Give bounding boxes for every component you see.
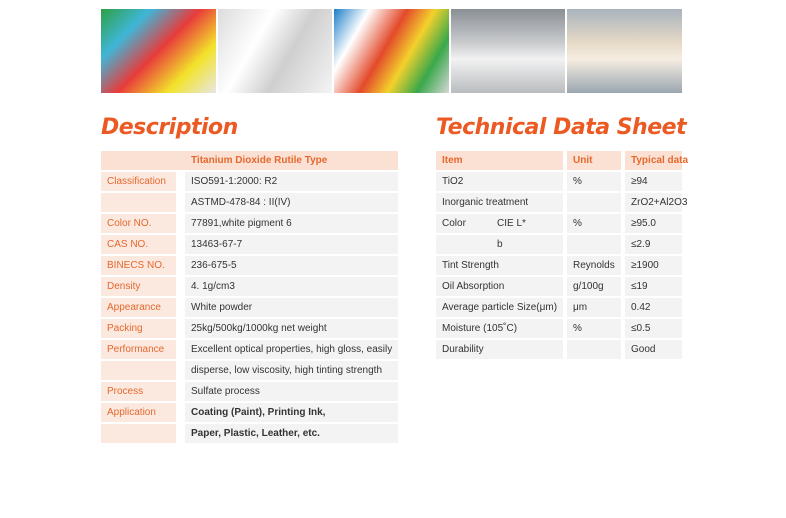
description-row-value: disperse, low viscosity, high tinting strength (185, 361, 398, 380)
tds-row-item (436, 235, 563, 254)
description-row (101, 319, 398, 338)
tds-row-item (436, 214, 563, 233)
plastic-pipes-image (567, 9, 682, 93)
description-row (101, 361, 398, 380)
description-row-value: 77891,white pigment 6 (185, 214, 398, 233)
description-row-value: 25kg/500kg/1000kg net weight (185, 319, 398, 338)
tds-row-value: ≥1900 (625, 256, 682, 275)
tds-row-item (436, 298, 563, 317)
description-row-label: Performance (101, 340, 176, 359)
tds-row-item (436, 340, 563, 359)
description-row (101, 403, 398, 422)
description-row-value: 13463-67-7 (185, 235, 398, 254)
paper-stack-image (218, 9, 333, 93)
description-row-value: ASTMD-478-84 : II(IV) (185, 193, 398, 212)
description-row (101, 193, 398, 212)
tds-row (436, 193, 688, 212)
description-row-label: CAS NO. (101, 235, 176, 254)
tds-row-item (436, 193, 563, 212)
header-blank (101, 151, 185, 170)
description-row-label: Appearance (101, 298, 176, 317)
tds-row-value: ≤2.9 (625, 235, 682, 254)
description-row-label: Color NO. (101, 214, 176, 233)
description-row (101, 172, 398, 191)
tds-row (436, 214, 682, 233)
tds-row (436, 340, 682, 359)
description-row-value: Coating (Paint), Printing Ink, (185, 403, 398, 422)
description-row-label: Density (101, 277, 176, 296)
description-row-value: 4. 1g/cm3 (185, 277, 398, 296)
tds-header-typical: Typical data (625, 151, 682, 170)
description-row-label: BINECS NO. (101, 256, 176, 275)
tds-row-unit: g/100g (567, 277, 621, 296)
tds-row-item (436, 319, 563, 338)
tds-row-value: ZrO2+Al2O3 (625, 193, 682, 212)
tds-row (436, 256, 682, 275)
tds-row-item-label: Inorganic treatment (442, 197, 529, 208)
description-row (101, 298, 398, 317)
banner-images (101, 9, 682, 93)
paint-tubes-image (334, 9, 449, 93)
tds-row-value: ≥94 (625, 172, 682, 191)
description-header-row (101, 151, 398, 170)
description-row-value: 236-675-5 (185, 256, 398, 275)
tds-row-item-label: Oil Absorption (442, 281, 505, 292)
tds-row (436, 172, 682, 191)
tds-row-unit: % (567, 319, 621, 338)
tds-row-item (436, 277, 563, 296)
tds-row (436, 319, 682, 338)
tds-row-item-label: Color (442, 218, 466, 229)
description-row (101, 214, 398, 233)
description-row-value: White powder (185, 298, 398, 317)
description-row-label (101, 424, 176, 443)
description-row-value: Paper, Plastic, Leather, etc. (185, 424, 398, 443)
description-row-label: Classification (101, 172, 176, 191)
tds-row-item (436, 256, 563, 275)
tds-row-item-label: Moisture (105˚C) (442, 323, 518, 334)
thread-spools-image (451, 9, 566, 93)
description-row-label (101, 193, 176, 212)
tds-row-item-label: Average particle Size(μm) (442, 302, 558, 313)
tds-row-unit: Reynolds (567, 256, 621, 275)
tds-row-unit (567, 193, 621, 212)
tds-row (436, 298, 682, 317)
description-row (101, 340, 398, 359)
tds-header-row (436, 151, 689, 170)
description-header: Titanium Dioxide Rutile Type (185, 151, 398, 170)
description-row-label: Process (101, 382, 176, 401)
tds-row-value: ≥95.0 (625, 214, 682, 233)
tds-row-unit: % (567, 214, 621, 233)
description-title: Description (101, 115, 238, 140)
description-row-label: Application (101, 403, 176, 422)
tds-row-item-label: Tint Strength (442, 260, 499, 271)
tds-row (436, 235, 682, 254)
description-row (101, 424, 398, 443)
tds-row-unit (567, 235, 621, 254)
description-row-value: Excellent optical properties, high gloss, easily (185, 340, 398, 359)
tds-row-unit: μm (567, 298, 621, 317)
tds-row-unit (567, 340, 621, 359)
description-row (101, 235, 398, 254)
tds-row-item-label: Durability (442, 344, 484, 355)
tds-row-value: ≤19 (625, 277, 682, 296)
description-row-label: Packing (101, 319, 176, 338)
description-row-label (101, 361, 176, 380)
description-row (101, 382, 398, 401)
description-row (101, 256, 398, 275)
tds-row-value: Good (625, 340, 682, 359)
tds-row-subitem: b (497, 239, 503, 250)
tds-title: Technical Data Sheet (436, 115, 687, 140)
tds-header-item: Item (436, 151, 563, 170)
tds-row-subitem: CIE L* (497, 218, 526, 229)
tds-row-item-label: TiO2 (442, 176, 464, 187)
description-row-value: Sulfate process (185, 382, 398, 401)
tds-row-value: ≤0.5 (625, 319, 682, 338)
tds-row-unit: % (567, 172, 621, 191)
tds-row-item (436, 172, 563, 191)
description-row (101, 277, 398, 296)
tds-row (436, 277, 682, 296)
description-row-value: ISO591-1:2000: R2 (185, 172, 398, 191)
tds-row-value: 0.42 (625, 298, 682, 317)
paint-buckets-image (101, 9, 216, 93)
tds-header-unit: Unit (567, 151, 621, 170)
